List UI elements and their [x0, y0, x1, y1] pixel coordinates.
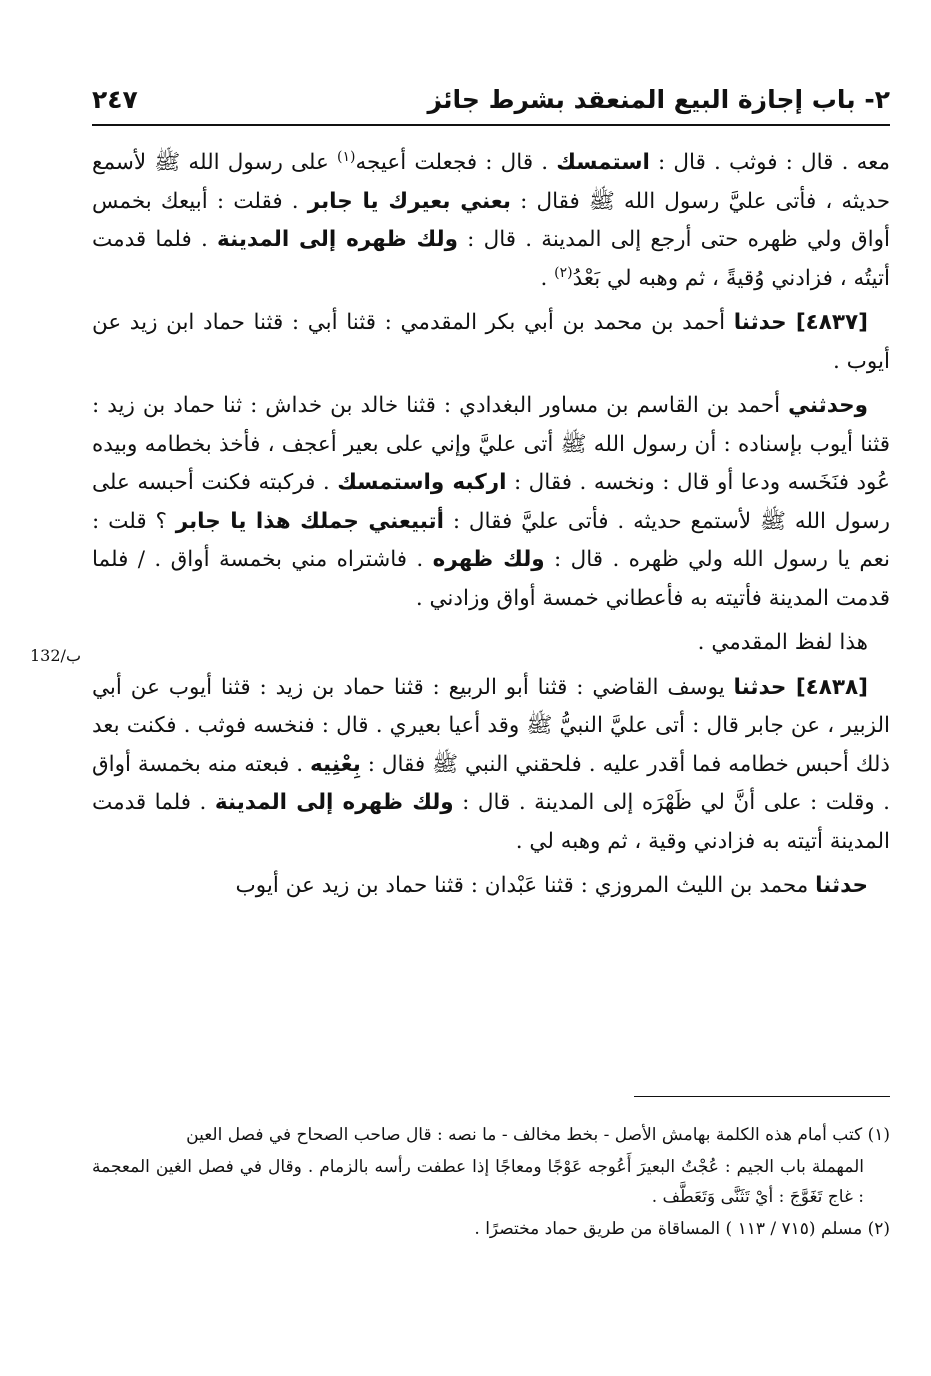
margin-folio-note: 132/ب: [30, 646, 81, 665]
text-run: . فقلت : أبيعك بخمس أواق ولي ظهره حتى أرجع إلى المدينة . قال :: [92, 188, 891, 252]
running-title: ٢- باب إجازة البيع المنعقد بشرط جائز: [427, 85, 890, 114]
text-run: يوسف القاضي : قثنا أبو الربيع : قثنا حماد بن زيد : قثنا أيوب عن أبي الزبير ، عن جابر قال : أتى عليَّ النبيُّ ﷺ وقد أعيا بعيري . قال : فنخسه فوثب . فكنت بعد ذلك أحبس خطامه فما أقدر عليه . فلحقني النبي ﷺ فقال :: [92, 674, 890, 777]
footnote: (٢) مسلم (٧١٥ / ١١٣ ) المساقاة من طريق حماد مختصرًا .: [474, 1219, 890, 1239]
bold-phrase: [٤٨٣٧] حدثنا: [733, 310, 868, 335]
bold-phrase: [٤٨٣٨] حدثنا: [733, 674, 868, 700]
bold-phrase: اركبه واستمسك: [337, 470, 507, 495]
text-run: . قال : فجعلت أعيجه: [355, 150, 557, 175]
bold-phrase: ولك ظهره: [432, 547, 545, 572]
bold-phrase: ولك ظهره إلى المدينة: [217, 227, 458, 252]
text-run: . فاشتراه مني بخمسة أواق . / فلما قدمت المدينة فأتيته به فأعطاني خمسة أواق وزادني .: [92, 547, 890, 611]
bold-phrase: حدثنا: [815, 873, 868, 898]
body-text: [92, 144, 890, 906]
page-header: [92, 62, 890, 114]
footnote-rule: [634, 1096, 890, 1097]
text-run: أحمد بن القاسم بن مساور البغدادي : قثنا خالد بن خداش : ثنا حماد بن زيد : قثنا أيوب بإسناده : أن رسول الله ﷺ أتى عليَّ وإني على بعير أعجف ، فأخذ بخطامه وبيده عُود فنَخَسه ودعا أو قال : ونخسه . فقال :: [92, 393, 890, 495]
bold-phrase: استمسك: [556, 150, 650, 175]
text-run: . فركبته فكنت أحبسه على رسول الله ﷺ لأستمع حديثه . فأتى عليَّ فقال :: [92, 470, 890, 534]
bold-phrase: بِعْنِيه: [310, 751, 361, 777]
text-run: . فلما قدمت المدينة أتيته به فزادني وقية ، ثم وهبه لي .: [92, 790, 890, 854]
footnotes: [92, 1120, 890, 1246]
text-run: . فبعته منه بخمسة أواق . وقلت : على أنَّ لي ظَهْرَه إلى المدينة . قال :: [92, 751, 891, 815]
bold-phrase: أتبيعني جملك هذا يا جابر: [175, 508, 444, 534]
text-run: ؟ قلت : نعم يا رسول الله ولي ظهره . قال :: [92, 508, 891, 572]
text-run: أحمد بن محمد بن أبي بكر المقدمي : قثنا أبي : قثنا حماد ابن زيد عن أيوب .: [92, 310, 890, 374]
header-rule: [92, 124, 890, 126]
page: [92, 62, 891, 1239]
bold-phrase: بعني بعيرك يا جابر: [307, 188, 511, 214]
paragraph: [92, 624, 890, 663]
text-run: محمد بن الليث المروزي : قثنا عَبْدان : قثنا حماد بن زيد عن أيوب: [235, 873, 816, 898]
paragraph: [92, 304, 890, 381]
paragraph: [92, 387, 890, 618]
text-run: . فلما قدمت أتيتُه ، فزادني وُقيةً ، ثم وهبه لي بَعْدُ: [92, 227, 890, 291]
footnote-ref: (٢): [554, 264, 573, 281]
page-number: ٢٤٧: [92, 85, 138, 114]
bold-phrase: وحدثني: [788, 393, 868, 418]
paragraph: [92, 669, 890, 862]
footnote: (١) كتب أمام هذه الكلمة بهامش الأصل - بخط مخالف - ما نصه : قال صاحب الصحاح في فصل العين: [186, 1125, 890, 1145]
text-run: معه . قال : فوثب . قال :: [649, 150, 891, 175]
text-run: على رسول الله ﷺ لأسمع حديثه ، فأتى عليَّ رسول الله ﷺ فقال :: [92, 150, 890, 214]
text-run: هذا لفظ المقدمي .: [697, 630, 868, 655]
paragraph: [92, 144, 890, 298]
footnote-ref: (١): [337, 148, 356, 165]
paragraph: [92, 867, 890, 906]
text-run: .: [540, 265, 555, 291]
footnote-continuation: المهملة باب الجيم : عُجْتُ البعيرَ أَعُوجه عَوْجًا ومعاجًا إذا عطفت رأسه بالزمام . وقال في فصل الغين المعجمة : غاج تَغَوَّجَ : أيْ تَثَنَّى وَتَعَطَّف .: [92, 1157, 864, 1207]
bold-phrase: ولك ظهره إلى المدينة: [214, 790, 454, 815]
